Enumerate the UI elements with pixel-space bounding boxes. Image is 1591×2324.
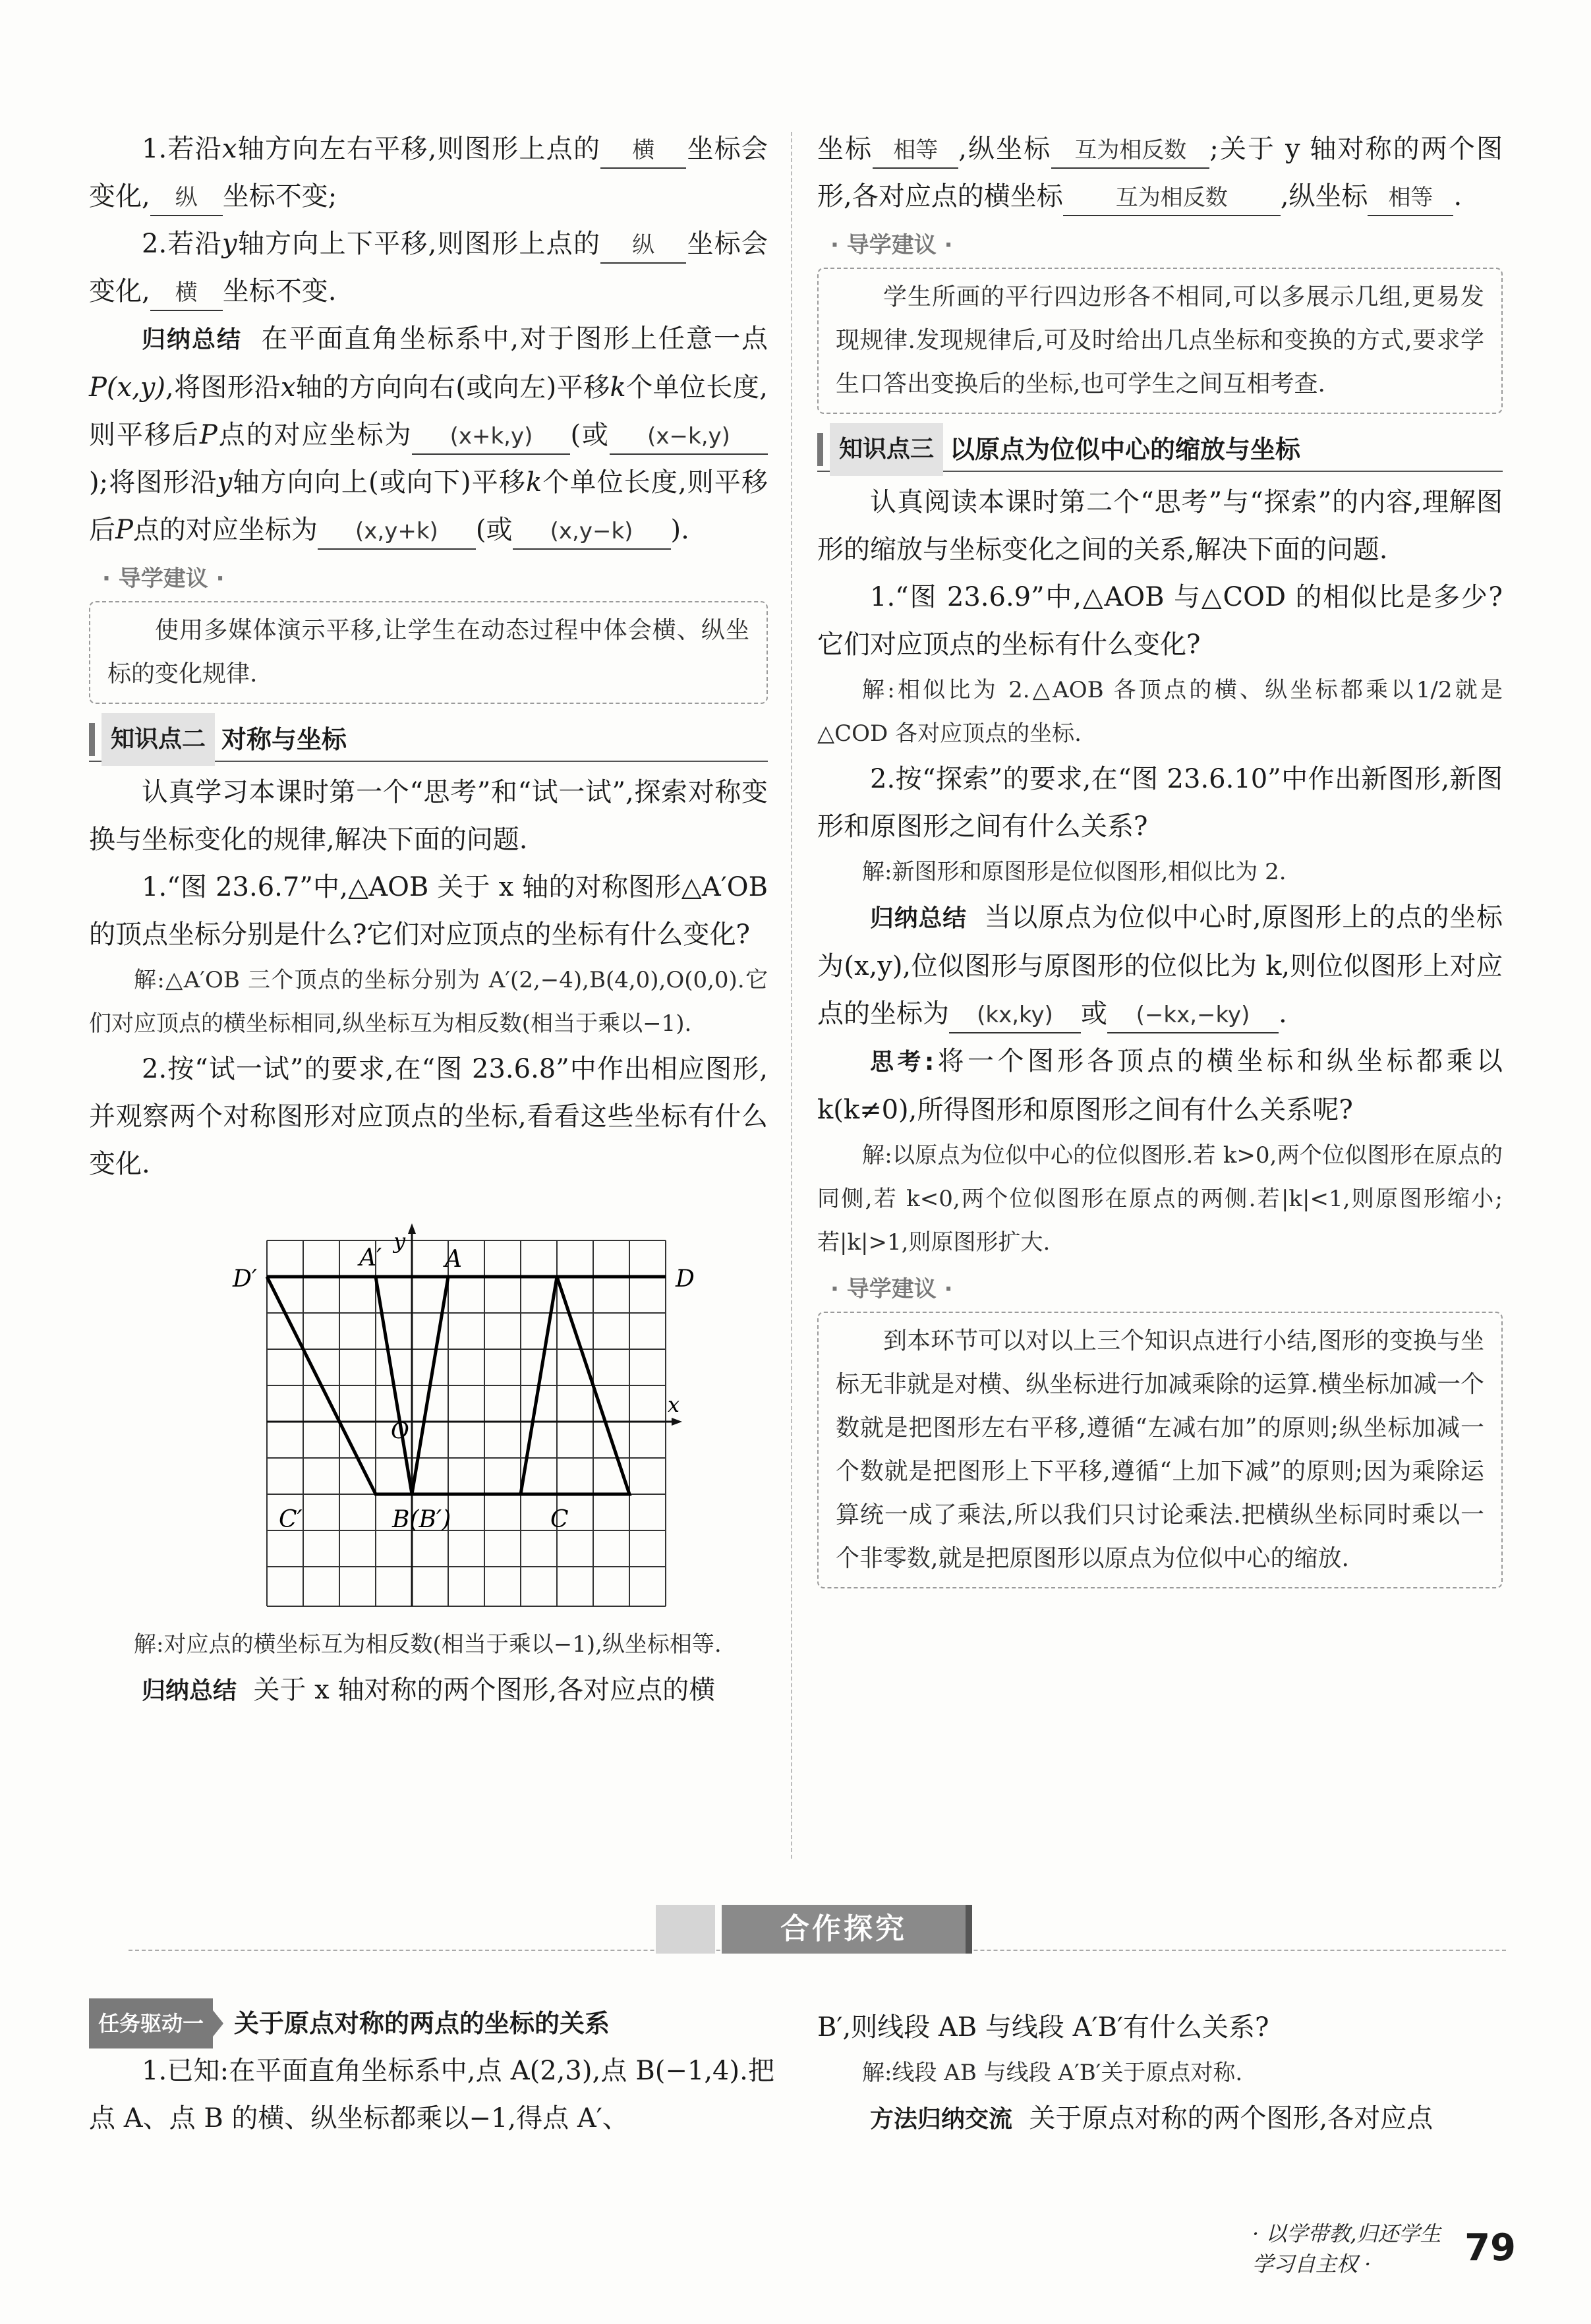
answer-blank: 横 [150, 276, 223, 311]
footer-slogan: · 以学带教,归还学生学习自主权 · [1252, 2221, 1441, 2277]
column-divider [791, 132, 792, 1859]
point-label-BBp: B(B′) [392, 1506, 451, 1533]
kp2-answer-2: 解:对应点的横坐标互为相反数(相当于乘以−1),纵坐标相等. [134, 1631, 722, 1658]
answer-blank: 横 [600, 133, 686, 169]
translation-q2: 2.若沿y轴方向上下平移,则图形上点的 纵 坐标会变化, 横 坐标不变. [89, 220, 768, 315]
guide-box: 学生所画的平行四边形各不相同,可以多展示几组,更易发现规律.发现规律后,可及时给出几点坐标和变换的方式,要求学生口答出变换后的坐标,也可学生之间互相考查. [817, 268, 1503, 414]
point-label-C: C [550, 1506, 569, 1533]
coordinate-figure [89, 1214, 768, 1610]
summary-symmetry-cont: 坐标 相等 ,纵坐标 互为相反数 ;关于 y 轴对称的两个图形,各对应点的横坐标 互为相反数 ,纵坐标 相等 . [817, 125, 1503, 220]
task-answer: 解:线段 AB 与线段 A′B′关于原点对称. [862, 2060, 1243, 2086]
answer-blank: 相等 [873, 133, 958, 169]
answer-blank: (x+k,y) [412, 419, 570, 455]
section-title: 合作探究 [722, 1905, 972, 1954]
banner-decoration [656, 1905, 715, 1954]
header-bar [817, 433, 823, 466]
task-question: 1.已知:在平面直角坐标系中,点 A(2,3),点 B(−1,4).把点 A、点 B 的横、纵坐标都乘以−1,得点 A′、 [89, 2056, 774, 2134]
kp-title: 对称与坐标 [221, 725, 347, 754]
task-left [89, 2004, 774, 2142]
task-right [817, 2004, 1503, 2143]
axis-label-y: y [393, 1229, 406, 1254]
kp-tag: 知识点三 [830, 423, 943, 476]
point-label-Ap: A′ [359, 1244, 382, 1271]
arrow-icon [213, 2010, 223, 2037]
kp2-question-2: 2.按“试一试”的要求,在“图 23.6.8”中作出相应图形,并观察两个对称图形对应顶点的坐标,看看这些坐标有什么变化. [89, 1054, 768, 1179]
answer-blank: (x,y−k) [513, 514, 671, 550]
axis-arrow-x [672, 1418, 682, 1426]
page-footer [1252, 2221, 1516, 2277]
method-summary: 方法归纳交流 关于原点对称的两个图形,各对应点 [870, 2103, 1433, 2134]
kp-tag: 知识点二 [101, 713, 215, 766]
kp3-question-1: 1.“图 23.6.9”中,△AOB 与△COD 的相似比是多少?它们对应顶点的坐标有什么变化? [817, 582, 1503, 660]
answer-blank: (x,y+k) [318, 514, 476, 550]
point-label-Dp: D′ [233, 1265, 258, 1293]
task-header [89, 2004, 774, 2043]
think-question: 思考:将一个图形各顶点的横坐标和纵坐标都乘以 k(k≠0),所得图形和原图形之间有什么关系呢? [817, 1046, 1503, 1125]
kp3-answer-2: 解:新图形和原图形是位似图形,相似比为 2. [862, 859, 1287, 885]
right-column [817, 125, 1503, 1588]
guide-box: 到本环节可以对以上三个知识点进行小结,图形的变换与坐标无非就是对横、纵坐标进行加减乘除的运算.横坐标加减一个数就是把图形左右平移,遵循“左减右加”的原则;纵坐标加减一个数就是把图形上下平移,遵循“上加下减”的原则;因为乘除运算统一成了乘法,所以我们只讨论乘法.把横纵坐标同时乘以一个非零数,就是把原图形以原点为位似中心的缩放. [817, 1312, 1503, 1588]
point-label-Cp: C′ [279, 1506, 303, 1533]
axis-label-x: x [668, 1392, 680, 1417]
header-bar [89, 723, 95, 756]
summary-dilation: 归纳总结 当以原点为位似中心时,原图形上的点的坐标为(x,y),位似图形与原图形的位似比为 k,则位似图形上对应点的坐标为 (kx,ky) 或 (−kx,−ky) . [817, 894, 1503, 1037]
kp-title: 以原点为位似中心的缩放与坐标 [950, 435, 1301, 464]
grid-figure-svg [89, 1214, 768, 1610]
answer-blank: (x−k,y) [610, 419, 768, 455]
task-question-cont: B′,则线段 AB 与线段 A′B′有什么关系? [817, 2012, 1269, 2043]
left-column [89, 125, 768, 1715]
task-tag: 任务驱动一 [89, 1998, 213, 2048]
answer-blank: (−kx,−ky) [1107, 998, 1279, 1033]
section-banner [89, 1898, 1506, 1971]
task-title: 关于原点对称的两点的坐标的关系 [234, 2009, 610, 2038]
translation-q1: 1.若沿x轴方向左右平移,则图形上点的 横 坐标会变化, 纵 坐标不变; [89, 125, 768, 220]
guide-title: · 导学建议 · [830, 232, 953, 258]
point-label-D: D [676, 1265, 695, 1293]
guide-box: 使用多媒体演示平移,让学生在动态过程中体会横、纵坐标的变化规律. [89, 601, 768, 704]
answer-blank: 互为相反数 [1051, 133, 1209, 169]
knowledge-point-2-header [89, 718, 768, 762]
guide-title: · 导学建议 · [102, 566, 225, 592]
summary-symmetry: 归纳总结 关于 x 轴对称的两个图形,各对应点的横 [142, 1675, 716, 1705]
kp2-intro: 认真学习本课时第一个“思考”和“试一试”,探索对称变换与坐标变化的规律,解决下面的问题. [89, 777, 768, 855]
axis-arrow-y [408, 1223, 416, 1234]
answer-blank: 纵 [600, 228, 686, 264]
kp3-question-2: 2.按“探索”的要求,在“图 23.6.10”中作出新图形,新图形和原图形之间有什么关系? [817, 764, 1503, 842]
kp2-answer-1: 解:△A′OB 三个顶点的坐标分别为 A′(2,−4),B(4,0),O(0,0).它们对应顶点的横坐标相同,纵坐标互为相反数(相当于乘以−1). [89, 967, 768, 1037]
point-label-A: A [445, 1246, 462, 1273]
think-answer: 解:以原点为位似中心的位似图形.若 k>0,两个位似图形在原点的同侧,若 k<0,两个位似图形在原点的两侧.若|k|<1,则原图形缩小;若|k|>1,则原图形扩大. [817, 1142, 1503, 1256]
page-number: 79 [1464, 2226, 1516, 2269]
answer-blank: (kx,ky) [949, 998, 1081, 1033]
knowledge-point-3-header [817, 428, 1503, 472]
axes [267, 1227, 679, 1606]
origin-label: O [391, 1418, 409, 1444]
answer-blank: 纵 [150, 181, 223, 216]
kp3-answer-1: 解:相似比为 2.△AOB 各顶点的横、纵坐标都乘以1/2就是△COD 各对应顶点的坐标. [817, 677, 1503, 747]
kp3-intro: 认真阅读本课时第二个“思考”与“探索”的内容,理解图形的缩放与坐标变化之间的关系,解决下面的问题. [817, 487, 1503, 565]
answer-blank: 互为相反数 [1063, 181, 1281, 216]
answer-blank: 相等 [1368, 181, 1453, 216]
summary-translation: 归纳总结 在平面直角坐标系中,对于图形上任意一点P(x,y),将图形沿x轴的方向向右(或向左)平移k个单位长度,则平移后P点的对应坐标为 (x+k,y) (或 (x−k,y));将图形沿y轴方向向上(或向下)平移k个单位长度,则平移后P点的对应坐标为 (x,y+k) (或 (x,y−k) ). [89, 315, 768, 554]
kp2-question-1: 1.“图 23.6.7”中,△AOB 关于 x 轴的对称图形△A′OB 的顶点坐标分别是什么?它们对应顶点的坐标有什么变化? [89, 872, 768, 950]
guide-title: · 导学建议 · [830, 1276, 953, 1302]
